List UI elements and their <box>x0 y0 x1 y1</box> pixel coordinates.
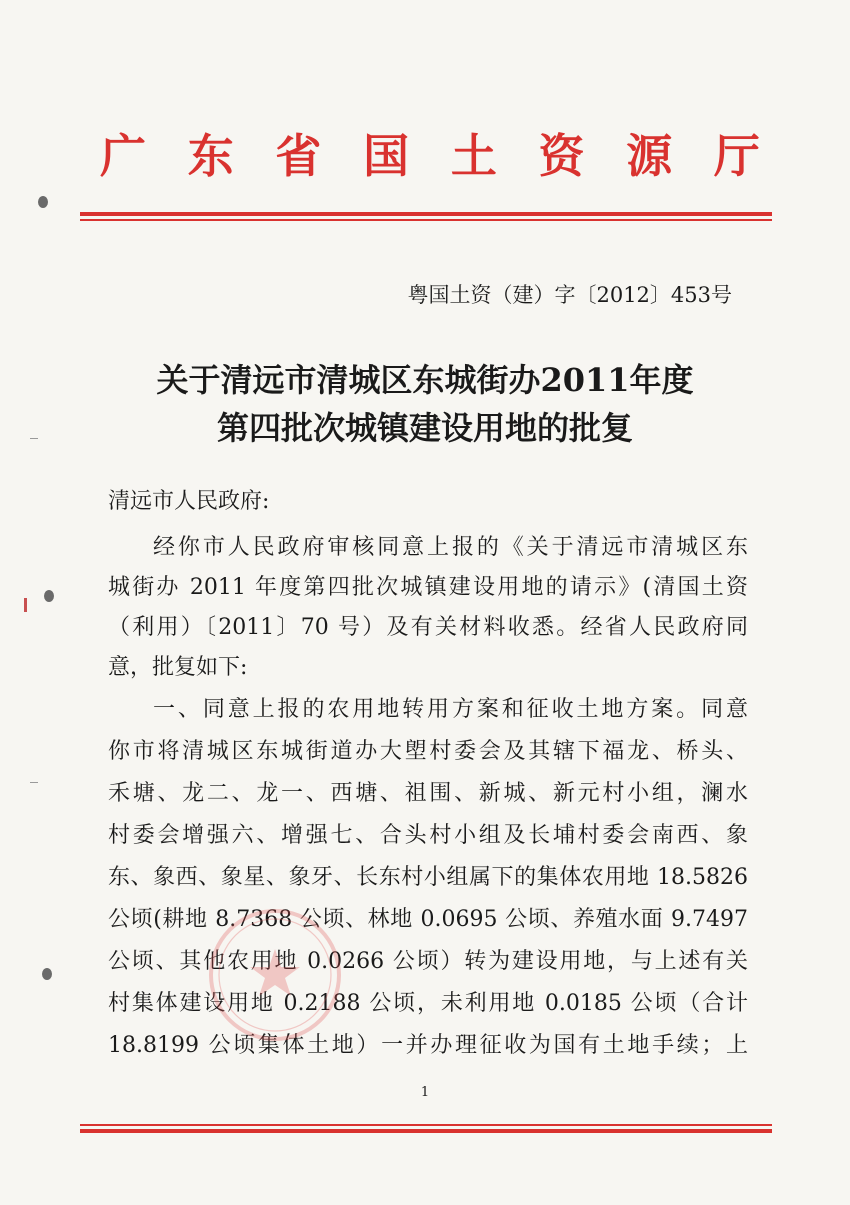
page-number: 1 <box>420 1085 430 1100</box>
binding-hole <box>42 968 52 980</box>
body-line: 东、象西、象星、象牙、长东村小组属下的集体农用地 18.5826 <box>108 865 748 890</box>
letterhead-char: 资 <box>538 129 585 183</box>
letterhead-rule-thin <box>80 219 772 221</box>
letterhead-char: 土 <box>450 129 497 183</box>
margin-mark <box>30 438 38 439</box>
binding-hole <box>44 590 54 602</box>
letterhead-char: 东 <box>187 129 234 183</box>
letterhead-rule-thick <box>80 212 772 216</box>
binding-hole <box>38 196 48 208</box>
body-line: 公顷(耕地 8.7368 公顷、林地 0.0695 公顷、养殖水面 9.7497 <box>108 907 748 932</box>
letterhead-char: 广 <box>100 129 146 183</box>
letterhead-char: 厅 <box>713 129 760 183</box>
body-line: 意，批复如下: <box>108 655 248 680</box>
title-line-2: 第四批次城镇建设用地的批复 <box>216 409 633 447</box>
body-line: 公顷、其他农用地 0.0266 公顷）转为建设用地，与上述有关 <box>108 949 748 974</box>
body-line: 你市将清城区东城街道办大塱村委会及其辖下福龙、桥头、 <box>108 739 748 764</box>
body-line: 禾塘、龙二、龙一、西塘、祖围、新城、新元村小组，澜水 <box>108 781 748 806</box>
body-line: 一、同意上报的农用地转用方案和征收土地方案。同意 <box>153 697 748 722</box>
footer-rule-thin <box>80 1124 772 1126</box>
margin-mark <box>24 598 27 612</box>
letterhead-char: 国 <box>363 129 410 183</box>
document-title <box>60 356 790 452</box>
official-seal-icon <box>205 905 345 1045</box>
margin-mark <box>30 782 38 783</box>
footer-rule-thick <box>80 1129 772 1133</box>
body-line: （利用）〔2011〕70 号）及有关材料收悉。经省人民政府同 <box>108 615 748 640</box>
body-line: 18.8199 公顷集体土地）一并办理征收为国有土地手续；上 <box>108 1033 748 1058</box>
title-line-1: 关于清远市清城区东城街办2011年度 <box>156 361 694 399</box>
recipient: 清远市人民政府: <box>108 489 270 514</box>
document-number: 粤国土资（建）字〔2012〕453号 <box>407 283 732 307</box>
body-line: 村集体建设用地 0.2188 公顷，未利用地 0.0185 公顷（合计 <box>108 991 748 1016</box>
body-line: 村委会增强六、增强七、合头村小组及长埔村委会南西、象 <box>108 823 748 848</box>
body-line: 城街办 2011 年度第四批次城镇建设用地的请示》(清国土资 <box>108 575 748 600</box>
letterhead-char: 省 <box>275 129 322 183</box>
letterhead-char: 源 <box>626 129 673 183</box>
body-line: 经你市人民政府审核同意上报的《关于清远市清城区东 <box>153 535 748 560</box>
letterhead-title <box>100 126 760 186</box>
